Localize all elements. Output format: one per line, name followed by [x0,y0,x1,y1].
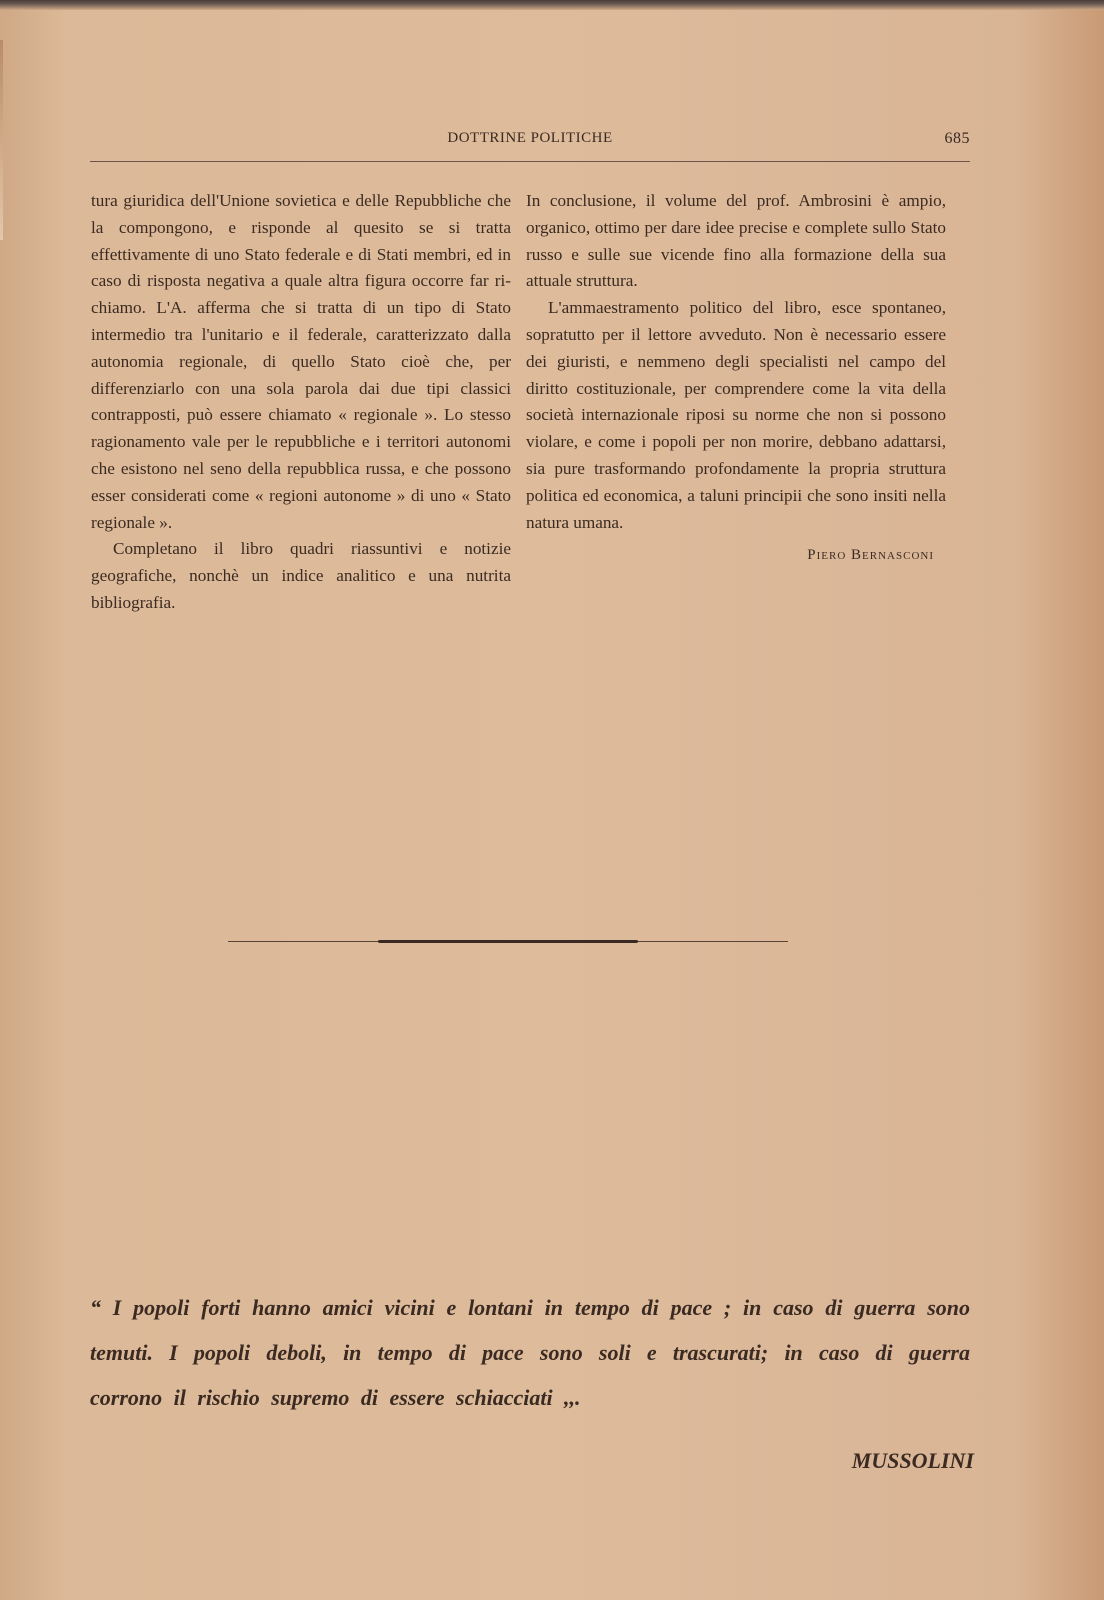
page-number: 685 [944,130,970,147]
left-column [91,188,511,617]
quote-text: “ I popoli forti hanno amici vicini e lontani in tempo di pace ; in caso di guerra sono temuti. I popoli deboli, in tempo di pace sono soli e trascurati; in caso di guerra corrono il rischio supremo di essere schiacciati ,,. [90,1295,970,1410]
scan-top-edge [0,0,1104,10]
author-signature: Piero Bernasconi [807,547,934,564]
right-paragraph-1: In conclusione, il volume del prof. Ambrosini è ampio, organico, ottimo per dare idee precise e complete sullo Stato russo e sulle sue vicende fino alla formazione della sua attuale struttura. [526,191,946,291]
running-head [90,130,970,154]
running-title: DOTTRINE POLITICHE [447,130,613,146]
right-paragraph-2: L'ammaestramento politico del libro, esce spontaneo, sopratutto per il lettore avveduto. Non è necessario essere dei giuristi, e nemmeno degli specialisti nel campo del diritto costituzionale, per comprendere come la vita della società internazionale riposi su norme che non si possono violare, e come i popoli per non morire, debbano adattarsi, sia pure trasformando profondamente la propria struttura politica ed economica, a taluni principii che sono insiti nella natura umana. [526,298,946,532]
header-rule [90,161,970,162]
scan-left-edge [0,40,3,240]
divider-thick-line [378,940,638,943]
right-column [526,188,946,569]
section-divider [228,940,788,943]
left-paragraph-2: Completano il libro quadri riassuntivi e notizie geografiche, nonchè un indice analitico e una nutrita bibliografia. [91,539,511,612]
left-paragraph-1: tura giuridica dell'Unione sovietica e delle Repubbliche che la compongono, e risponde al quesito se si tratta effettivamente di uno Stato federale e di Stati membri, ed in caso di risposta negativa a quale altra figura occorre far richiamo. L'A. afferma che si tratta di un tipo di Stato intermedio tra l'unitario e il federale, caratterizzato dalla autonomia regionale, di quello Stato cioè che, per differenziarlo con una sola parola dai due tipi classici contrapposti, può essere chiamato « regionale ». Lo stesso ragionamento vale per le repubbliche e i territori autonomi che esistono nel seno della repubblica russa, e che possono esser considerati come « regioni autonome » di uno « Stato regionale ». [91,191,511,532]
quote-author: MUSSOLINI [851,1448,974,1473]
